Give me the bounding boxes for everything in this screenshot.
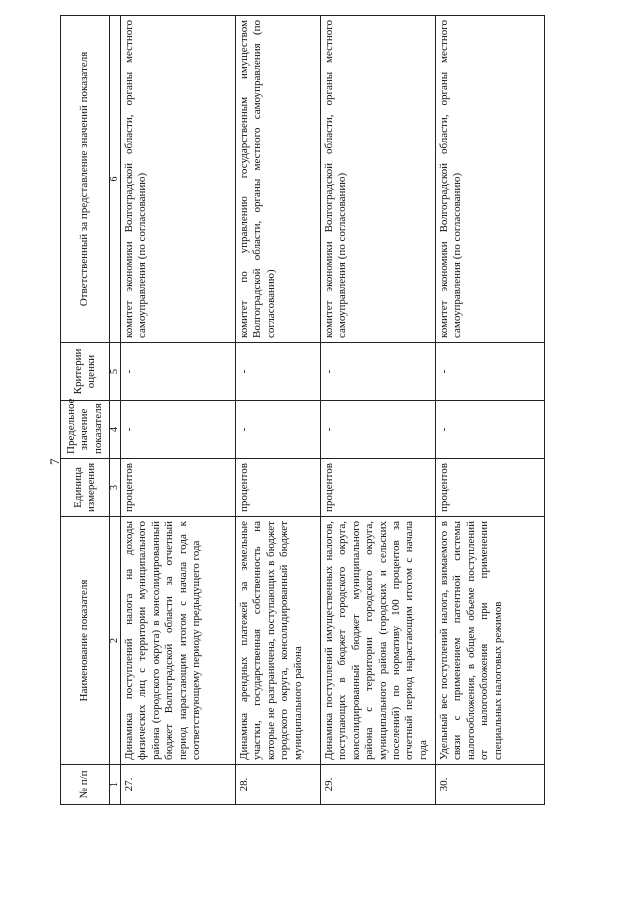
column-number: 2 xyxy=(110,517,121,765)
column-number: 5 xyxy=(110,343,121,401)
header-unit: Единица измерения xyxy=(61,459,110,517)
limit-value: - xyxy=(121,401,236,459)
unit: процентов xyxy=(121,459,236,517)
column-number: 4 xyxy=(110,401,121,459)
unit: процентов xyxy=(436,459,545,517)
unit: процентов xyxy=(321,459,436,517)
page-number: 7 xyxy=(47,458,62,465)
table-row xyxy=(121,16,236,805)
responsible: комитет по управлению государственным имуществом Волгоградской области, органы местного самоуправления (по согласованию) xyxy=(236,16,321,343)
responsible: комитет экономики Волгоградской области, органы местного самоуправления (по согласованию) xyxy=(121,16,236,343)
limit-value: - xyxy=(321,401,436,459)
criteria: - xyxy=(236,343,321,401)
indicator-name: Удельный вес поступлений налога, взимаемого в связи с применением патентной системы налогообложения, в общем объеме поступлений от налогообложения при применении специальных налоговых режимов xyxy=(436,517,545,765)
header-limit-value: Предельное значение показателя xyxy=(61,401,110,459)
criteria: - xyxy=(436,343,545,401)
table-row xyxy=(436,16,545,805)
limit-value: - xyxy=(236,401,321,459)
header-indicator-name: Наименование показателя xyxy=(61,517,110,765)
table-row xyxy=(236,16,321,805)
table-header-row xyxy=(61,16,110,805)
column-number: 3 xyxy=(110,459,121,517)
header-criteria: Критерии оценки xyxy=(61,343,110,401)
unit: процентов xyxy=(236,459,321,517)
table-row xyxy=(321,16,436,805)
table-column-numbers-row xyxy=(110,16,121,805)
row-number: 30. xyxy=(436,765,545,805)
criteria: - xyxy=(121,343,236,401)
limit-value: - xyxy=(436,401,545,459)
column-number: 1 xyxy=(110,765,121,805)
responsible: комитет экономики Волгоградской области, органы местного самоуправления (по согласованию) xyxy=(321,16,436,343)
header-number: № п/п xyxy=(61,765,110,805)
indicator-name: Динамика арендных платежей за земельные участки, государственная собственность на которые не разграничена, поступающих в бюджет городского округа, консолидированный бюджет муниципального района xyxy=(236,517,321,765)
indicators-table xyxy=(60,15,545,805)
row-number: 28. xyxy=(236,765,321,805)
row-number: 29. xyxy=(321,765,436,805)
responsible: комитет экономики Волгоградской области, органы местного самоуправления (по согласованию) xyxy=(436,16,545,343)
header-responsible: Ответственный за представление значений показателя xyxy=(61,16,110,343)
row-number: 27. xyxy=(121,765,236,805)
indicator-name: Динамика поступлений имущественных налогов, поступающих в бюджет городского округа, консолидированный бюджет муниципального района с территории городского округа, муниципального района (городских и сельских поселений) по нормативу 100 процентов за отчетный период нарастающим итогом с начала года xyxy=(321,517,436,765)
indicator-name: Динамика поступлений налога на доходы физических лиц с территории муниципального района (городского округа) в консолидированный бюджет Волгоградской области за отчетный период нарастающим итогом с начала года к соответствующему периоду предыдущего года xyxy=(121,517,236,765)
column-number: 6 xyxy=(110,16,121,343)
criteria: - xyxy=(321,343,436,401)
